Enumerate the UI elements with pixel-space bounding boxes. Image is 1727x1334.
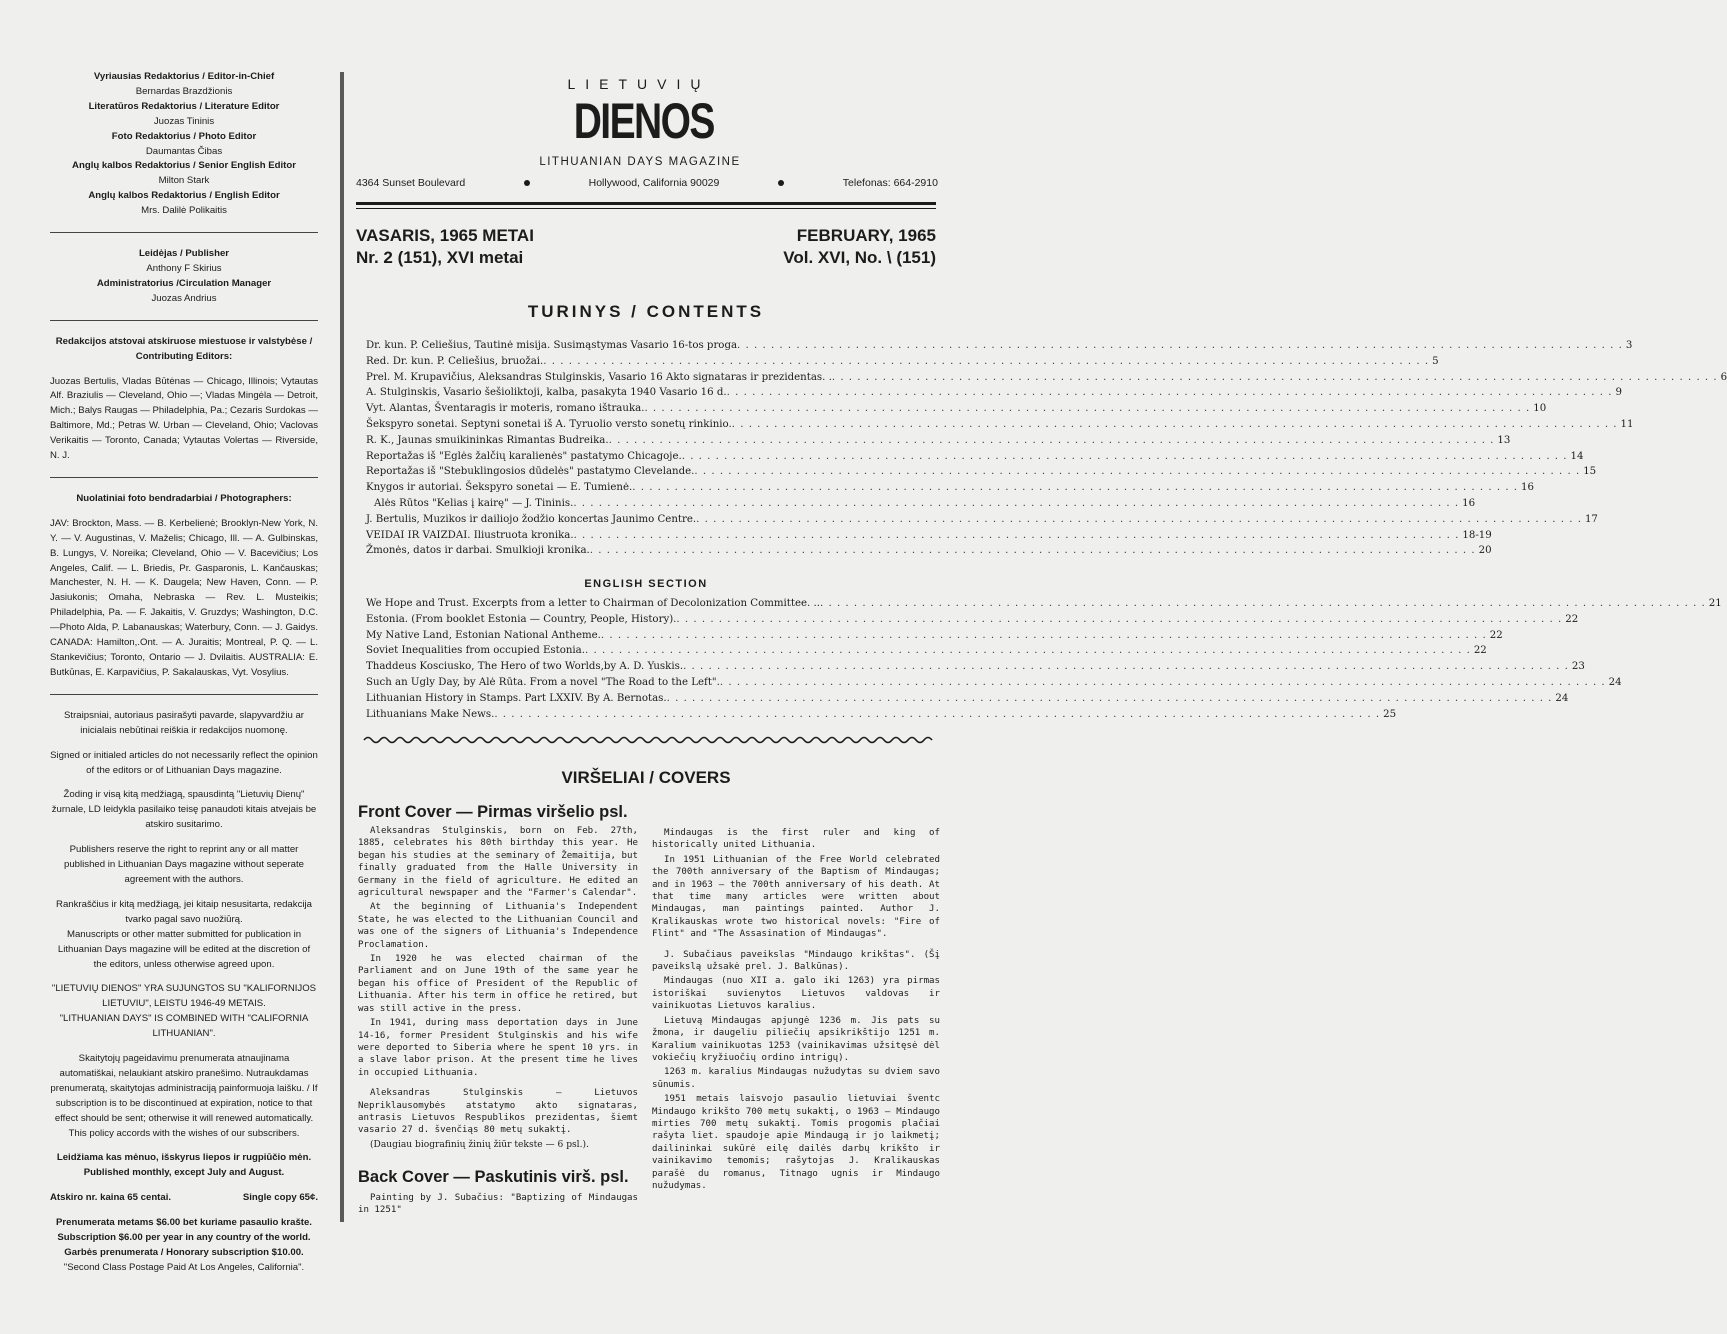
price-row bbox=[50, 1191, 318, 1206]
phone: Telefonas: 664-2910 bbox=[842, 177, 938, 189]
toc-title: Thaddeus Kosciusko, The Hero of two Worlds,by A. D. Yuskis. bbox=[366, 661, 684, 673]
spacer bbox=[50, 365, 318, 375]
divider bbox=[50, 320, 318, 321]
toc-page: 13 bbox=[1497, 434, 1511, 446]
toc-page: 16 bbox=[1462, 497, 1476, 509]
toc-entry[interactable] bbox=[366, 708, 1397, 725]
toc-title: Red. Dr. kun. P. Celiešius, bruožai. bbox=[366, 355, 544, 367]
toc-entry[interactable] bbox=[366, 466, 1597, 482]
toc-entry[interactable] bbox=[366, 613, 1579, 630]
back-cover-text bbox=[358, 1192, 638, 1219]
toc-page: 24 bbox=[1555, 692, 1569, 704]
toc-page: 23 bbox=[1571, 661, 1585, 673]
staff-role: Literatūros Redaktorius / Literature Editor bbox=[88, 100, 280, 112]
notice-text: Publishers reserve the right to reprint any or all matter published in Lithuanian Days magazine without seperate agreement with the authors. bbox=[64, 844, 304, 885]
address-row bbox=[356, 177, 938, 189]
issue-date-lt: VASARIS, 1965 METAI bbox=[356, 226, 534, 245]
city: Hollywood, California 90029 bbox=[588, 177, 720, 189]
paragraph: 1263 m. karalius Mindaugas nužudytas su dviem savo sūnumis. bbox=[652, 1067, 940, 1090]
divider bbox=[50, 232, 318, 233]
brand-subtitle: LITHUANIAN DAYS MAGAZINE bbox=[539, 156, 741, 168]
toc-title: VEIDAI IR VAIZDAI. Iliustruota kronika. bbox=[366, 529, 574, 541]
paragraph: Painting by J. Subačius: "Baptizing of Mindaugas in 1251" bbox=[358, 1193, 638, 1216]
leader-dots bbox=[682, 451, 1568, 462]
toc-page: 5 bbox=[1432, 355, 1439, 367]
spacer bbox=[50, 507, 318, 517]
toc-title: A. Stulginskis, Vasario šešioliktoji, kalba, pasakyta 1940 Vasario 16 d. bbox=[366, 387, 727, 399]
leader-dots bbox=[683, 661, 1569, 672]
leader-dots bbox=[694, 466, 1580, 477]
toc-entry[interactable] bbox=[366, 676, 1622, 693]
toc-page: 18-19 bbox=[1462, 529, 1492, 541]
issue-number-en: Vol. XVI, No. \ (151) bbox=[783, 248, 936, 267]
paragraph: Mindaugas is the first ruler and king of historically united Lithuania. bbox=[652, 828, 940, 851]
toc-title: Lithuanian History in Stamps. Part LXXIV. By A. Bernotas. bbox=[366, 692, 667, 704]
staff-person: Mrs. Dalilė Polikaitis bbox=[141, 205, 227, 217]
toc-title: Dr. kun. P. Celiešius, Tautinė misija. Susimąstymas Vasario 16-tos proga bbox=[366, 340, 738, 351]
staff-role: Foto Redaktorius / Photo Editor bbox=[111, 130, 257, 142]
leader-dots bbox=[609, 435, 1495, 446]
toc-entry[interactable] bbox=[366, 645, 1487, 661]
toc-title: Reportažas iš "Stebuklingosios dūdelės" pastatymo Clevelande. bbox=[366, 466, 695, 478]
toc-title: Vyt. Alantas, Šventaragis ir moteris, romano ištrauka. bbox=[366, 403, 645, 415]
toc-entry[interactable] bbox=[366, 418, 1634, 435]
leader-dots bbox=[820, 598, 1706, 609]
toc-title: Prel. M. Krupavičius, Aleksandras Stulginskis, Vasario 16 Akto signataras ir prezidentas. . bbox=[366, 371, 832, 383]
issue-info-en bbox=[783, 225, 936, 269]
issue-number-lt: Nr. 2 (151), XVI metai bbox=[356, 248, 524, 267]
leader-dots bbox=[732, 419, 1618, 430]
toc-page: 22 bbox=[1473, 645, 1487, 657]
toc-page: 22 bbox=[1565, 613, 1579, 625]
toc-title: We Hope and Trust. Excerpts from a letter to Chairman of Decolonization Committee. .. bbox=[366, 598, 820, 609]
toc-title: Šekspyro sonetai. Septyni sonetai iš A. Tyruolio versto sonetų rinkinio. bbox=[366, 418, 732, 430]
covers-title: VIRŠELIAI / COVERS bbox=[561, 768, 731, 787]
spacer bbox=[50, 833, 318, 843]
contents-title: TURINYS / CONTENTS bbox=[527, 302, 765, 321]
spacer bbox=[50, 1141, 318, 1151]
photographers-heading: Nuolatiniai foto bendradarbiai / Photographers: bbox=[76, 492, 292, 504]
toc-page: 10 bbox=[1533, 403, 1547, 415]
leader-dots bbox=[832, 372, 1718, 383]
toc-entry[interactable] bbox=[366, 545, 1492, 561]
toc-page: 25 bbox=[1383, 708, 1397, 720]
paragraph: Aleksandras Stulginskis, born on Feb. 27th, 1885, celebrates his 80th birthday this year. He began his studies at the seminary of Žemaitija, but finally graduated from the Halle University in Germany in the field of agriculture. He edited an agricultural newspaper and the "Farmer's Calendar". bbox=[358, 826, 638, 899]
bullet-icon bbox=[524, 180, 530, 186]
paragraph: 1951 metais laisvojo pasaulio lietuviai šventc Mindaugo krikšto 700 metų sukaktį, o 1963 — Mindaugo mirties 700 metų sukaktį. Tomis progomis plačiai rašyta liet. spaudoje apie Mindaugą ir jo laikmetį; dailininkai sukūrė eilę dailės darbų krikšto ir vainikavimo temomis; rašytojas J. Kralikauskas parašė du romanus, Titnago ugnis ir Mindaugo nužudymas. bbox=[652, 1094, 940, 1191]
toc-entry[interactable] bbox=[366, 692, 1569, 709]
header-rule bbox=[356, 208, 936, 209]
toc-title: J. Bertulis, Muzikos ir dailiojo žodžio koncertas Jaunimo Centre. bbox=[366, 513, 697, 525]
notice-text: Straipsniai, autoriaus pasirašyti pavarde, slapyvardžiu ar inicialais nebūtinai reiškia ir redakcijos nuomonę. bbox=[64, 709, 304, 736]
publisher-person: Anthony F Skirius bbox=[146, 262, 222, 274]
toc-entry[interactable] bbox=[366, 661, 1585, 677]
toc-page: 11 bbox=[1620, 418, 1634, 430]
brand-logo: DIENOS bbox=[573, 93, 714, 149]
spacer bbox=[50, 1181, 318, 1191]
leader-dots bbox=[590, 545, 1476, 556]
price-en: Single copy 65¢. bbox=[242, 1192, 318, 1204]
spacer bbox=[50, 1042, 318, 1052]
wavy-divider bbox=[364, 734, 936, 746]
divider bbox=[50, 694, 318, 695]
toc-entry[interactable] bbox=[366, 598, 1722, 614]
toc-page: 6 bbox=[1720, 371, 1727, 383]
paragraph: Aleksandras Stulginskis — Lietuvos Nepriklausomybės atstatymo akto signataras, antrasis Lietuvos Respublikos prezidentas, šiemt vasario 27 d. švenčiąs 80 metų sukaktį. bbox=[358, 1088, 638, 1136]
table-of-contents bbox=[366, 340, 1727, 561]
toc-entry[interactable] bbox=[366, 434, 1511, 451]
staff-role: Vyriausias Redaktorius / Editor-in-Chief bbox=[93, 71, 275, 82]
editorial-staff bbox=[50, 70, 318, 219]
publisher-role: Leidėjas / Publisher bbox=[138, 248, 230, 260]
toc-page: 16 bbox=[1521, 482, 1535, 494]
toc-page: 17 bbox=[1584, 513, 1598, 525]
back-cover-heading: Back Cover — Paskutinis virš. psl. bbox=[358, 1168, 629, 1186]
publication-schedule: Leidžiama kas mėnuo, išskyrus liepos ir rugpiūčio mėn. Published monthly, except July and August. bbox=[56, 1152, 312, 1179]
notice-text: Rankraščius ir kitą medžiagą, jei kitaip nesusitarta, redakcija tvarko pagal savo nuožiūrą. bbox=[56, 898, 312, 925]
front-cover-heading: Front Cover — Pirmas viršelio psl. bbox=[358, 803, 628, 821]
header-rule bbox=[356, 202, 936, 205]
toc-title: R. K., Jaunas smuikininkas Rimantas Budreika. bbox=[366, 434, 609, 446]
toc-entry[interactable] bbox=[366, 629, 1503, 646]
leader-dots bbox=[574, 530, 1460, 541]
toc-page: 20 bbox=[1478, 545, 1492, 557]
toc-page: 14 bbox=[1570, 450, 1584, 462]
english-section-heading: ENGLISH SECTION bbox=[584, 578, 708, 590]
toc-title: Estonia. (From booklet Estonia — Country, People, History). bbox=[366, 613, 677, 625]
leader-dots bbox=[676, 614, 1562, 625]
leader-dots bbox=[644, 403, 1530, 414]
spacer bbox=[50, 888, 318, 898]
leader-dots bbox=[585, 645, 1471, 656]
publisher-block bbox=[50, 247, 318, 307]
spacer bbox=[50, 972, 318, 982]
toc-entry[interactable] bbox=[366, 513, 1598, 530]
publisher-role: Administratorius /Circulation Manager bbox=[96, 277, 272, 289]
spacer bbox=[50, 1206, 318, 1216]
toc-page: 9 bbox=[1615, 387, 1622, 399]
paragraph: At the beginning of Lithuania's Independent State, he was elected to the Lithuanian Council and was one of the signers of Lithuania's Independence Proclamation. bbox=[358, 902, 638, 950]
spacer bbox=[50, 739, 318, 749]
masthead-column bbox=[50, 70, 318, 1276]
notice-text: "LITHUANIAN DAYS" IS COMBINED WITH "CALIFORNIA LITHUANIAN". bbox=[59, 1013, 309, 1040]
divider bbox=[50, 477, 318, 478]
paragraph: In 1951 Lithuanian of the Free World celebrated the 700th anniversary of the Baptism of Mindaugas; and in 1963 — the 700th anniversary of his death. At that time many articles were written about Mindaugas, man paintings painted. Author J. Kralikauskas wrote two historical novels: "Fire of Flint" and "The Assasination of Mindaugas". bbox=[652, 854, 940, 940]
toc-entry[interactable] bbox=[366, 450, 1584, 467]
paragraph: In 1941, during mass deportation days in June 14-16, former President Stulginskis and his wife were deported to Siberia where he spent 10 yrs. in a slave labor prison. At the present time he lives in occupied Lithuania. bbox=[358, 1018, 638, 1078]
postage-text: "Second Class Postage Paid At Los Angeles, California". bbox=[63, 1261, 305, 1273]
toc-entry[interactable] bbox=[366, 403, 1547, 419]
leader-dots bbox=[737, 340, 1623, 351]
staff-person: Bernardas Brazdžionis bbox=[135, 85, 233, 97]
toc-title: Alės Rūtos "Kelias į kairę" — J. Tininis. bbox=[374, 497, 574, 509]
staff-role: Anglų kalbos Redaktorius / Senior English Editor bbox=[72, 160, 296, 172]
leader-dots bbox=[667, 693, 1553, 704]
toc-page: 22 bbox=[1489, 629, 1503, 641]
notice-text: Skaitytojų pageidavimu prenumerata atnaujinama automatiškai, nelaukiant atskiro pranešimo. Nutraukdamas prenumeratą, skaitytojas administraciją painformuoja laišku. / If subscription is to be discontinued at expiration, notice to that effect should be sent; otherwise it will renewed automatically. This policy accords with the wishes of our subscribers. bbox=[50, 1053, 318, 1139]
notice-text: Žoding ir visą kitą medžiagą, spausdintą "Lietuvių Dienų" žurnale, LD leidykla pasilaiko teisę panaudoti kitais atvejais be atskiro susitarimo. bbox=[51, 789, 317, 831]
leader-dots bbox=[727, 387, 1613, 398]
publisher-person: Juozas Andrius bbox=[151, 292, 217, 304]
toc-title: Knygos ir autoriai. Šekspyro sonetai — E. Tumienė. bbox=[366, 482, 633, 494]
notice-text: "LIETUVIŲ DIENOS" YRA SUJUNGTOS SU "KALIFORNIJOS LIETUVIU", LEISTU 1946-49 METAIS. bbox=[51, 983, 317, 1010]
notice-text: Manuscripts or other matter submitted for publication in Lithuanian Days magazine will be edited at the discretion of the editors, unless otherwise agreed upon. bbox=[57, 928, 311, 970]
toc-entry[interactable] bbox=[366, 355, 1439, 372]
price-lt: Atskiro nr. kaina 65 centai. bbox=[50, 1192, 172, 1204]
issue-info-lt bbox=[356, 225, 534, 269]
toc-title: Reportažas iš "Eglės žalčių karalienės" pastatymo Chicagoje. bbox=[366, 450, 682, 462]
leader-dots bbox=[573, 498, 1459, 509]
paragraph: Lietuvą Mindaugas apjungė 1236 m. Jis pats su žmona, ir daugeliu piliečių apsikrikštijo 1251 m. Karalium vainikuotas 1253 (vainikavimas užsitęsė dėl vokiečių kryžiuočių ordino intrigų). bbox=[652, 1015, 940, 1063]
paragraph: (Daugiau biografinių žinių žiūr tekste — 6 psl.). bbox=[370, 1139, 589, 1150]
photographers-text: JAV: Brockton, Mass. — B. Kerbelienė; Brooklyn-New York, N. Y. — V. Augustinas, V. Maželis; Chicago, Ill. — A. Gulbinskas, B. Lungys, V. Noreika; Cleveland, Ohio — V. Bacevičius; Los Angeles, Calif. — L. Briedis, Pr. Gasparonis, L. Kančauskas; Manchester, N. H. — K. Daugela; New Haven, Conn. — P. Jasiukonis; Omaha, Nebraska — Rev. L. Musteikis; Philadelphia, Pa. — F. Jakaitis, V. Gruzdys; Washington, D.C. —Photo Alda, P. Labanauskas; Waterbury, Conn. — J. Gaidys. CANADA: Hamilton,.Ont. — A. Juraitis; Montreal, P. Q. — L. Stankevičius; Toronto, Ontario — J. Dvilaitis. AUSTRALIA: E. Butkūnas, E. Karpavičius, P. Sakalauskas, Vyt. Vosylius. bbox=[50, 517, 318, 678]
toc-entry[interactable] bbox=[366, 482, 1535, 498]
toc-title: Žmonės, datos ir darbai. Smulkioji kronika. bbox=[366, 545, 590, 557]
leader-dots bbox=[494, 709, 1380, 720]
paragraph: Mindaugas (nuo XII a. galo iki 1263) yra pirmas istoriškai suvienytos Lietuvos valdovas ir vainikuotas Lietuvos karalius. bbox=[652, 976, 940, 1012]
toc-entry[interactable] bbox=[366, 371, 1727, 388]
toc-title: Soviet Inequalities from occupied Estonia. bbox=[366, 645, 585, 657]
address: 4364 Sunset Boulevard bbox=[356, 177, 466, 189]
toc-title: My Native Land, Estonian National Antheme. bbox=[366, 629, 601, 641]
paragraph: J. Subačiaus paveikslas "Mindaugo krikštas". (Šį paveikslą užsakė prel. J. Balkūnas). bbox=[652, 949, 940, 973]
staff-person: Daumantas Čibas bbox=[145, 145, 223, 157]
paragraph: In 1920 he was elected chairman of the Parliament and on June 19th of the same year he began his office of President of the Republic of Lithuania. After his term in office he retired, but was still active in the press. bbox=[358, 954, 638, 1014]
contributing-heading: Redakcijos atstovai atskiruose miestuose ir valstybėse / Contributing Editors: bbox=[55, 335, 313, 362]
leader-dots bbox=[601, 630, 1487, 641]
toc-entry[interactable] bbox=[366, 387, 1622, 403]
toc-entry[interactable] bbox=[366, 497, 1476, 514]
english-contents bbox=[366, 598, 1722, 724]
leader-dots bbox=[543, 356, 1429, 367]
brand-top: LIETUVIŲ bbox=[567, 76, 711, 92]
spacer bbox=[50, 778, 318, 788]
front-cover-text bbox=[358, 825, 638, 1153]
contributing-text: Juozas Bertulis, Vladas Būtėnas — Chicago, Illinois; Vytautas Alf. Braziulis — Cleveland, Ohio —; Vladas Mingėla — Detroit, Mich.; Balys Raugas — Philadelphia, Pa.; Cezaris Surdokas — Baltimore, Md.; Petras W. Urban — Cleveland, Ohio; Vaclovas Verikaitis — Toronto, Canada; Vytautas Volertas — Riverside, N. J. bbox=[50, 375, 318, 462]
leader-dots bbox=[632, 482, 1518, 493]
toc-page: 24 bbox=[1608, 676, 1622, 688]
toc-entry[interactable] bbox=[366, 529, 1492, 546]
bullet-icon bbox=[778, 180, 784, 186]
staff-role: Anglų kalbos Redaktorius / English Editor bbox=[88, 190, 280, 202]
subscription-text: Prenumerata metams $6.00 bet kuriame pasaulio krašte. Subscription $6.00 per year in any country of the world. Garbės prenumerata / Honorary subscription $10.00. bbox=[56, 1217, 312, 1258]
issue-date-en: FEBRUARY, 1965 bbox=[796, 226, 936, 245]
notice-text: Signed or initialed articles do not necessarily reflect the opinion of the editors or of Lithuanian Days magazine. bbox=[50, 749, 318, 776]
leader-dots bbox=[720, 677, 1606, 688]
vertical-rule bbox=[340, 72, 344, 1222]
cover-description bbox=[652, 827, 940, 1194]
toc-page: 15 bbox=[1583, 466, 1597, 478]
leader-dots bbox=[696, 514, 1582, 525]
toc-title: Such an Ugly Day, by Alė Rūta. From a novel "The Road to the Left". bbox=[366, 676, 720, 688]
staff-person: Juozas Tininis bbox=[153, 115, 215, 127]
staff-person: Milton Stark bbox=[158, 175, 210, 187]
toc-page: 3 bbox=[1625, 340, 1633, 351]
toc-page: 21 bbox=[1708, 598, 1722, 609]
toc-entry[interactable] bbox=[366, 340, 1633, 356]
toc-title: Lithuanians Make News. bbox=[366, 708, 495, 720]
